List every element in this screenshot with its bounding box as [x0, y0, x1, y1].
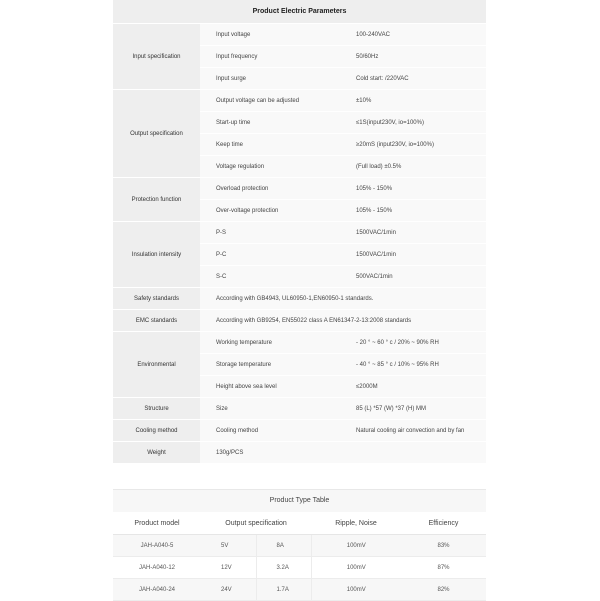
- table-row: [113, 90, 486, 112]
- param-value: Natural cooling air convection and by fan: [342, 420, 486, 442]
- param-name: Over-voltage protection: [200, 200, 342, 222]
- param-name: Output voltage can be adjusted: [200, 90, 342, 112]
- category-label: Structure: [113, 398, 200, 420]
- param-name: Working temperature: [200, 332, 342, 354]
- table-row: [113, 24, 486, 46]
- param-name: Storage temperature: [200, 354, 342, 376]
- cell-efficiency: 87%: [401, 557, 486, 579]
- param-value: 130g/PCS: [200, 442, 486, 464]
- param-value: According with GB4943, UL60950-1,EN60950-1 standards.: [200, 288, 486, 310]
- table-row: [113, 288, 486, 310]
- cell-model: JAH-A040-24: [113, 579, 201, 601]
- param-name: Cooling method: [200, 420, 342, 442]
- table-row: [113, 222, 486, 244]
- param-value: ≤1S(input230V, io=100%): [342, 112, 486, 134]
- category-label: Environmental: [113, 332, 200, 398]
- param-value: 85 (L) *57 (W) *37 (H) MM: [342, 398, 486, 420]
- cell-efficiency: 82%: [401, 579, 486, 601]
- table-header-row: [113, 512, 486, 535]
- param-value: 1500VAC/1min: [342, 244, 486, 266]
- param-value: ≥20mS (input230V, io=100%): [342, 134, 486, 156]
- electric-parameters-title: Product Electric Parameters: [113, 0, 486, 24]
- cell-ripple: 100mV: [311, 535, 401, 557]
- cell-model: JAH-A040-5: [113, 535, 201, 557]
- table-row: [113, 579, 486, 601]
- category-label: Insulation intensity: [113, 222, 200, 288]
- param-value: ≤2000M: [342, 376, 486, 398]
- param-name: Input frequency: [200, 46, 342, 68]
- param-value: - 20 ° ~ 60 ° c / 20% ~ 90% RH: [342, 332, 486, 354]
- cell-voltage: 24V: [201, 579, 256, 601]
- param-name: S-C: [200, 266, 342, 288]
- table-row: [113, 332, 486, 354]
- table-row: [113, 420, 486, 442]
- table-row: [113, 178, 486, 200]
- category-label: Cooling method: [113, 420, 200, 442]
- cell-ripple: 100mV: [311, 557, 401, 579]
- cell-current: 3.2A: [256, 557, 311, 579]
- table-row: [113, 310, 486, 332]
- param-name: Voltage regulation: [200, 156, 342, 178]
- header-efficiency: Efficiency: [401, 512, 486, 535]
- category-label: Protection function: [113, 178, 200, 222]
- cell-efficiency: 83%: [401, 535, 486, 557]
- cell-current: 8A: [256, 535, 311, 557]
- category-label: EMC standards: [113, 310, 200, 332]
- parameters-grid: [113, 24, 486, 464]
- product-type-table: [113, 489, 486, 601]
- param-value: ±10%: [342, 90, 486, 112]
- electric-parameters-table: [113, 0, 486, 464]
- param-name: P-S: [200, 222, 342, 244]
- table-row: [113, 398, 486, 420]
- table-row: [113, 442, 486, 464]
- table-row: [113, 535, 486, 557]
- param-name: Start-up time: [200, 112, 342, 134]
- product-type-title: Product Type Table: [113, 489, 486, 512]
- param-value: 50/60Hz: [342, 46, 486, 68]
- param-name: Input surge: [200, 68, 342, 90]
- param-value: 105% - 150%: [342, 200, 486, 222]
- cell-voltage: 12V: [201, 557, 256, 579]
- category-label: Output specification: [113, 90, 200, 178]
- param-value: 100-240VAC: [342, 24, 486, 46]
- cell-ripple: 100mV: [311, 579, 401, 601]
- param-name: Height above sea level: [200, 376, 342, 398]
- param-value: According with GB9254, EN55022 class A EN61347-2-13:2008 standards: [200, 310, 486, 332]
- table-row: [113, 557, 486, 579]
- header-output-specification: Output specification: [201, 512, 311, 535]
- cell-current: 1.7A: [256, 579, 311, 601]
- param-name: Overload protection: [200, 178, 342, 200]
- param-value: (Full load) ±0.5%: [342, 156, 486, 178]
- param-name: P-C: [200, 244, 342, 266]
- cell-voltage: 5V: [201, 535, 256, 557]
- param-name: Size: [200, 398, 342, 420]
- param-name: Input voltage: [200, 24, 342, 46]
- param-name: Keep time: [200, 134, 342, 156]
- product-type-grid: [113, 512, 486, 601]
- category-label: Input specification: [113, 24, 200, 90]
- header-ripple-noise: Ripple, Noise: [311, 512, 401, 535]
- cell-model: JAH-A040-12: [113, 557, 201, 579]
- param-value: 1500VAC/1min: [342, 222, 486, 244]
- param-value: 105% - 150%: [342, 178, 486, 200]
- category-label: Safety standards: [113, 288, 200, 310]
- category-label: Weight: [113, 442, 200, 464]
- param-value: Cold start: /220VAC: [342, 68, 486, 90]
- param-value: - 40 ° ~ 85 ° c / 10% ~ 95% RH: [342, 354, 486, 376]
- header-product-model: Product model: [113, 512, 201, 535]
- param-value: 500VAC/1min: [342, 266, 486, 288]
